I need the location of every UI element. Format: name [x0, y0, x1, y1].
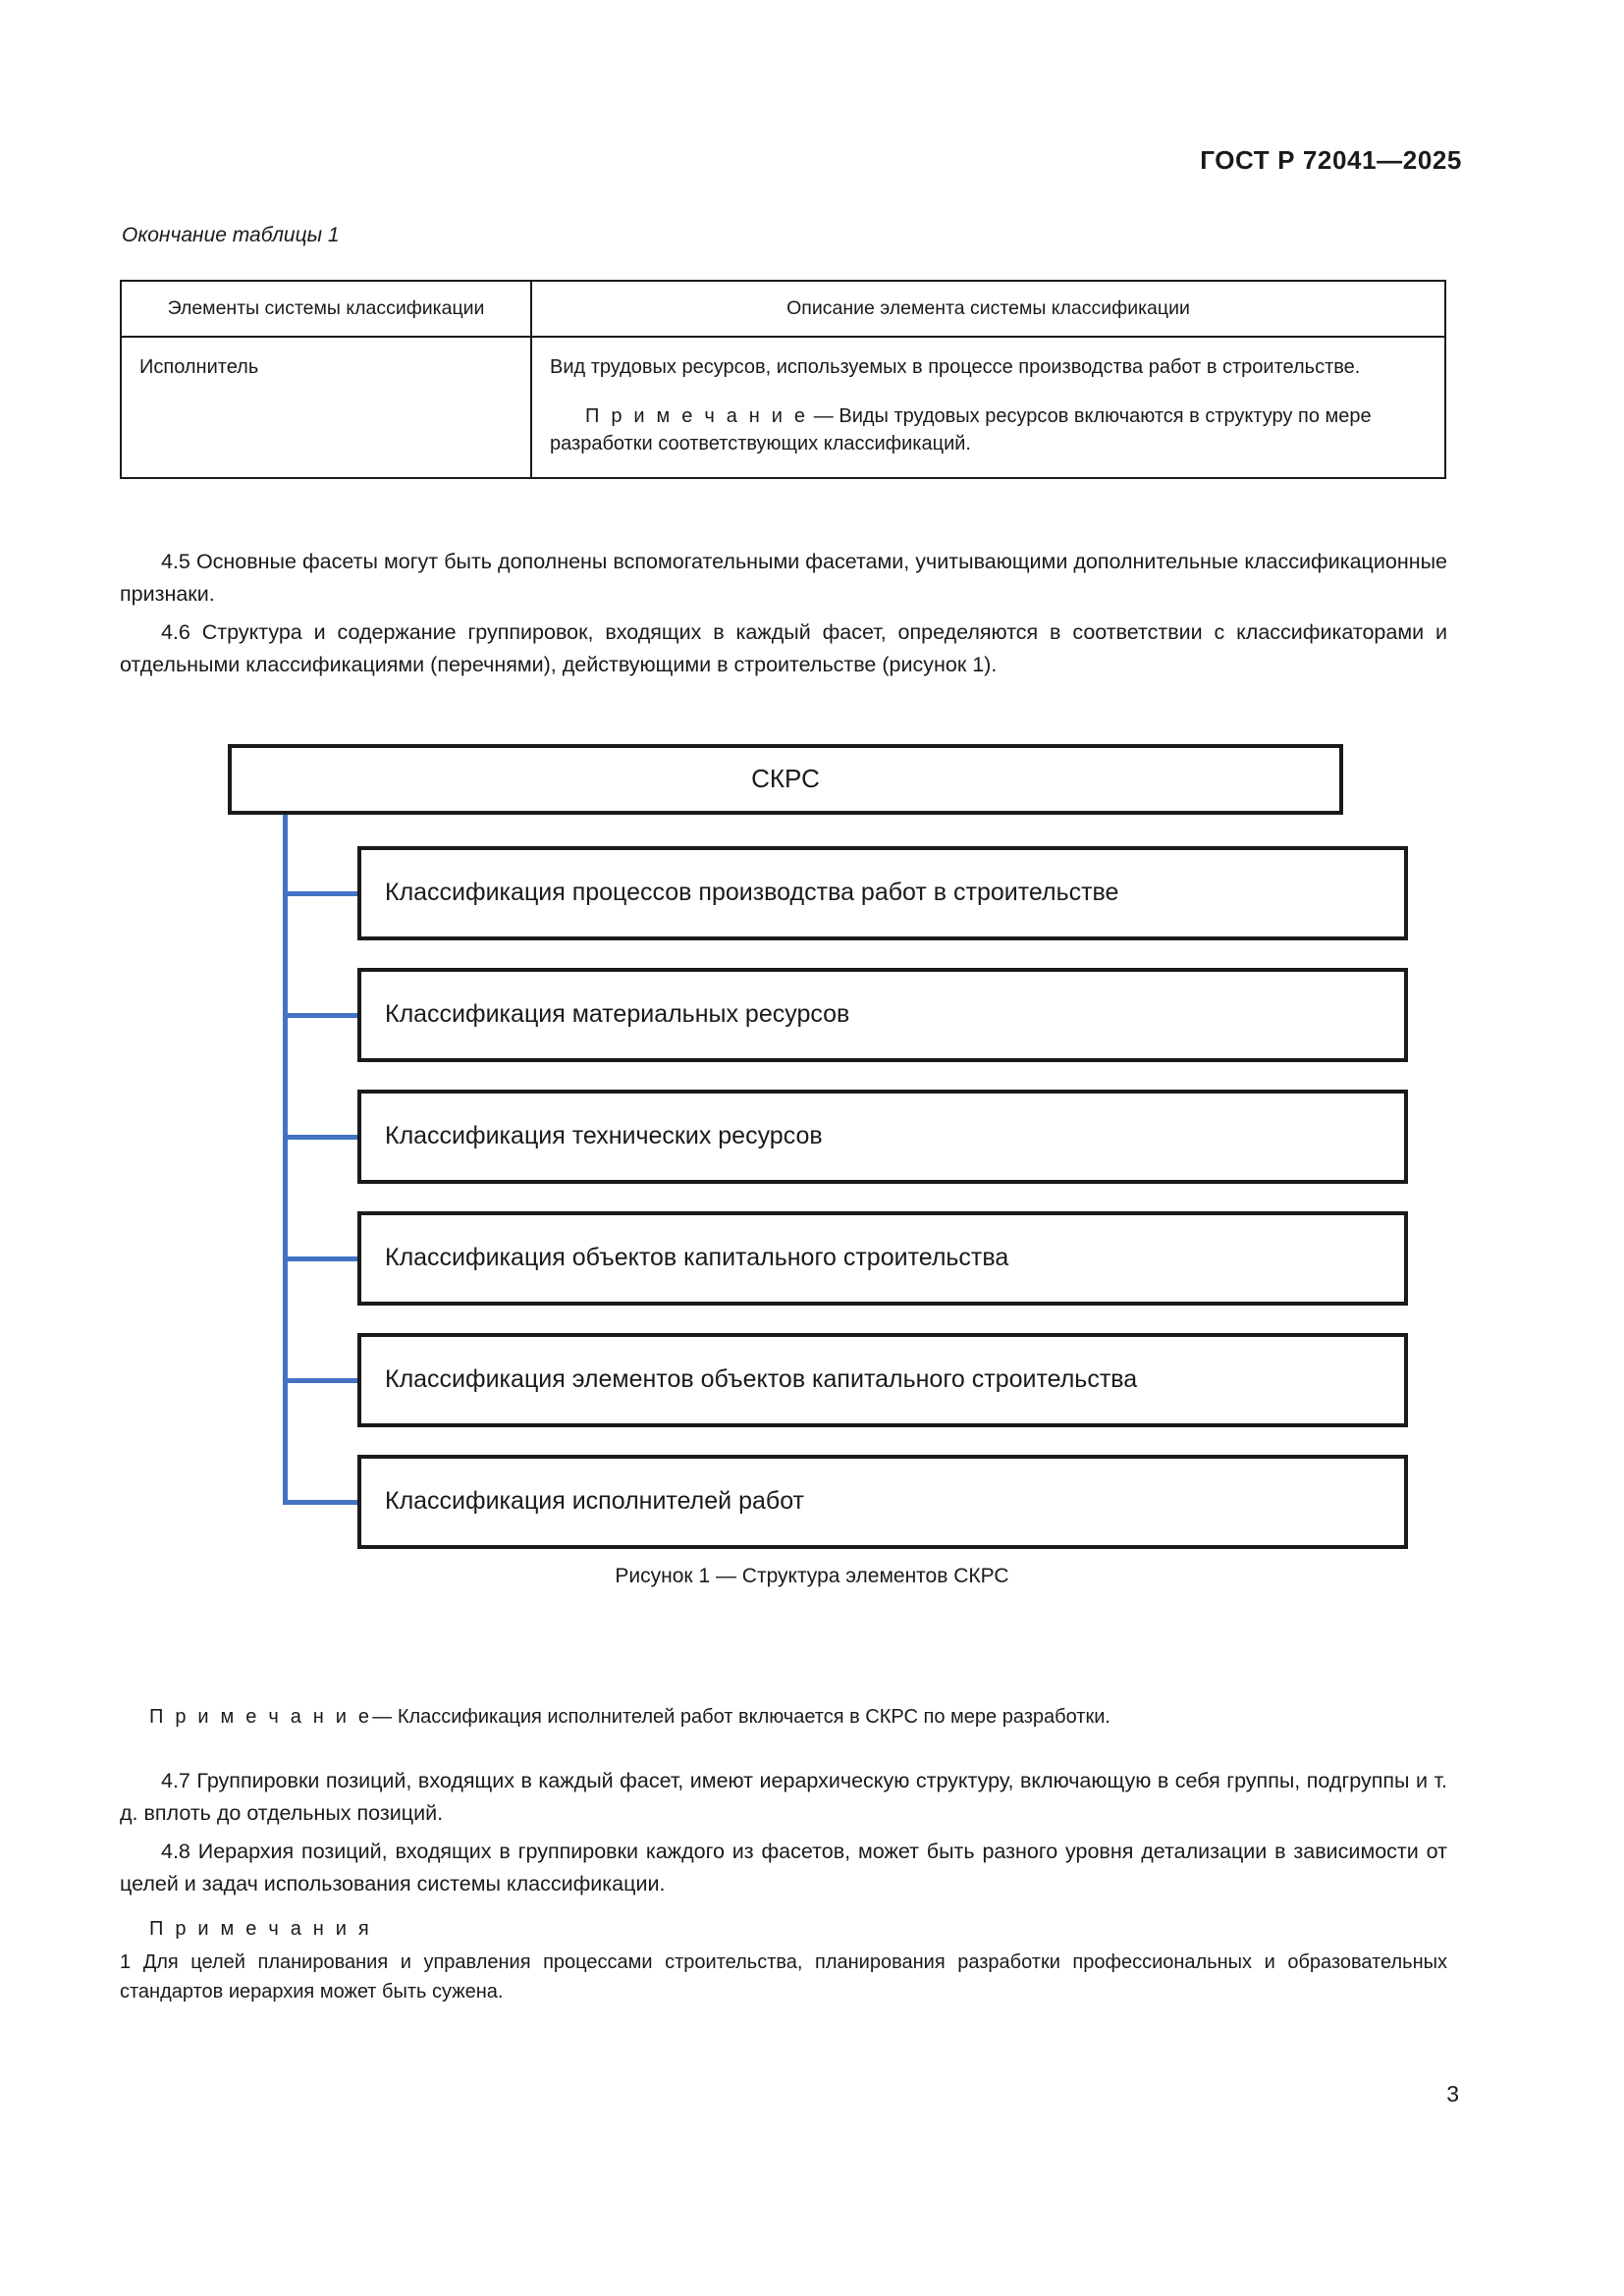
connector-branch-4: [283, 1378, 361, 1383]
table-header-cell-description: Описание элемента системы классификации: [531, 281, 1445, 337]
diagram-node-label: Классификация элементов объектов капитального строительства: [385, 1365, 1138, 1394]
paragraph-4-6: [120, 616, 1447, 680]
page-number: 3: [1446, 2081, 1459, 2107]
diagram-node-processes: [357, 846, 1408, 940]
table-header-row: [121, 281, 1445, 337]
note-dash: —: [808, 405, 839, 428]
notes-heading: [120, 1914, 1447, 1944]
table-cell-element-name: Исполнитель: [121, 337, 531, 478]
diagram-node-material-resources: [357, 968, 1408, 1062]
paragraph-4-5: [120, 546, 1447, 610]
diagram-node-root: [228, 744, 1343, 815]
table-header-cell-element: Элементы системы классификации: [121, 281, 531, 337]
connector-branch-2: [283, 1135, 361, 1140]
notes-heading-label: П р и м е ч а н и я: [149, 1918, 372, 1940]
notes-item-number: 1: [120, 1951, 143, 1973]
paragraph-4-7: [120, 1765, 1447, 1829]
paragraph-number: 4.5: [161, 550, 196, 573]
note-label: П р и м е ч а н и е: [149, 1706, 373, 1728]
document-header-standard-id: ГОСТ Р 72041—2025: [1200, 145, 1462, 175]
description-note: [550, 402, 1429, 458]
paragraph-4-8: [120, 1836, 1447, 1899]
diagram-node-label: Классификация объектов капитального строительства: [385, 1244, 1009, 1272]
diagram-node-work-performers: [357, 1455, 1408, 1549]
paragraph-number: 4.8: [161, 1840, 198, 1863]
paragraph-number: 4.7: [161, 1769, 197, 1792]
diagram-node-label: СКРС: [751, 764, 820, 794]
classification-elements-table: [120, 280, 1446, 479]
table-caption: Окончание таблицы 1: [122, 224, 340, 246]
figure-skrs-structure: [0, 744, 1624, 1588]
paragraph-text: Группировки позиций, входящих в каждый фасет, имеют иерархическую структуру, включающую в себя группы, подгруппы и т. д. вплоть до отдельных позиций.: [120, 1769, 1447, 1825]
diagram-node-object-elements: [357, 1333, 1408, 1427]
notes-item-text: Для целей планирования и управления процессами строительства, планирования разработки профессиональных и образовательных стандартов иерархия может быть сужена.: [120, 1951, 1447, 2002]
connector-branch-3: [283, 1256, 361, 1261]
paragraph-number: 4.6: [161, 620, 202, 644]
paragraph-text: Структура и содержание группировок, входящих в каждый фасет, определяются в соответствии с классификаторами и отдельными классификациями (перечнями), действующими в строительстве (рисунок 1).: [120, 620, 1447, 676]
notes-item-1: [120, 1948, 1447, 2006]
table-cell-element-description: [531, 337, 1445, 478]
figure-note: [120, 1702, 1447, 1732]
paragraph-text: Иерархия позиций, входящих в группировки каждого из фасетов, может быть разного уровня детализации в зависимости от целей и задач использования системы классификации.: [120, 1840, 1447, 1896]
connector-branch-5: [283, 1500, 361, 1505]
note-body: Классификация исполнителей работ включается в СКРС по мере разработки.: [397, 1706, 1110, 1728]
diagram-node-label: Классификация исполнителей работ: [385, 1487, 805, 1516]
figure-caption: Рисунок 1 — Структура элементов СКРС: [615, 1565, 1009, 1587]
note-body: Виды трудовых ресурсов включаются в структуру по мере разработки соответствующих классификаций.: [550, 405, 1372, 455]
paragraph-text: Основные фасеты могут быть дополнены вспомогательными фасетами, учитывающими дополнительные классификационные признаки.: [120, 550, 1447, 606]
note-label: П р и м е ч а н и е: [585, 405, 809, 428]
table-row: [121, 337, 1445, 478]
connector-branch-1: [283, 1013, 361, 1018]
note-dash: —: [372, 1706, 398, 1728]
diagram-node-label: Классификация технических ресурсов: [385, 1122, 823, 1150]
diagram-node-label: Классификация материальных ресурсов: [385, 1000, 850, 1029]
description-text: Вид трудовых ресурсов, используемых в процессе производства работ в строительстве.: [550, 355, 1361, 378]
diagram-node-technical-resources: [357, 1090, 1408, 1184]
connector-vertical-line: [283, 815, 288, 1502]
connector-branch-0: [283, 891, 361, 896]
diagram-node-capital-objects: [357, 1211, 1408, 1306]
diagram-node-label: Классификация процессов производства работ в строительстве: [385, 879, 1119, 907]
